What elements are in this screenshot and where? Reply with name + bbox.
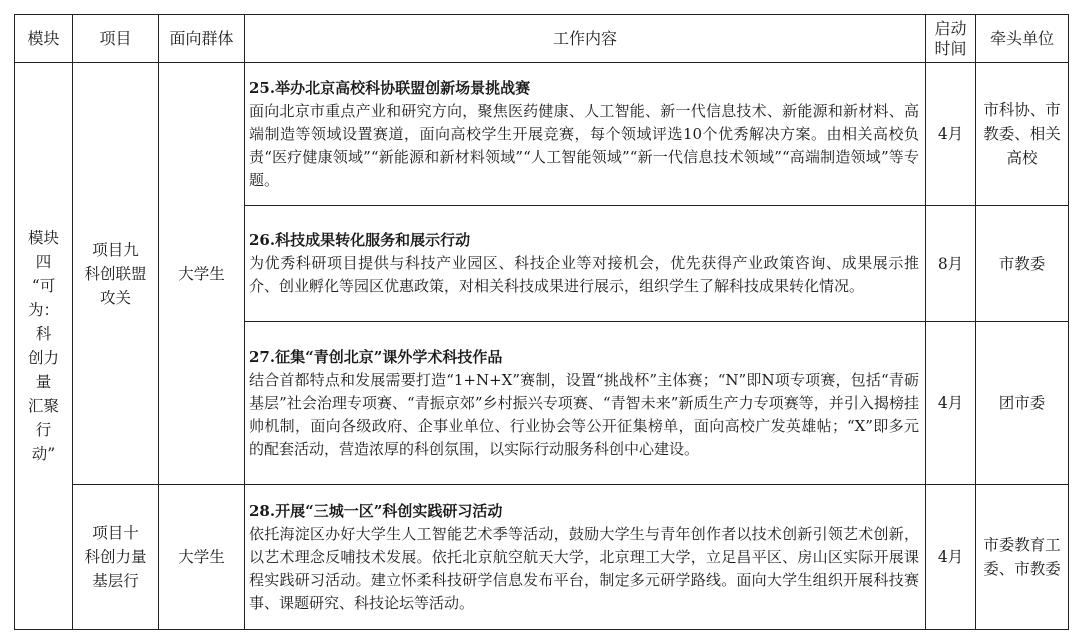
project-line: 项目十 bbox=[92, 524, 139, 542]
item-title: 28.开展“三城一区”科创实践研习活动 bbox=[249, 501, 503, 520]
item-body: 面向北京市重点产业和研究方向，聚焦医药健康、人工智能、新一代信息技术、新能源和新材料、高端制造等领域设置赛道，面向高校学生开展竞赛，每个领域评选10个优秀解决方案。由相关高校负责“医疗健康领域”“新能源和新材料领域”“人工智能领域”“新一代信息技术领域”“高端制造领域”等专题。 bbox=[249, 101, 919, 189]
audience-cell: 大学生 bbox=[159, 485, 245, 630]
lead-unit-cell bbox=[976, 206, 1069, 322]
lead-line: 教委、相关 bbox=[983, 125, 1061, 143]
project-line: 攻关 bbox=[99, 288, 131, 307]
project-cell bbox=[73, 63, 159, 485]
start-time-cell: 4月 bbox=[926, 322, 976, 485]
start-time-cell: 8月 bbox=[926, 206, 976, 322]
lead-line: 市教委 bbox=[998, 254, 1046, 273]
item-body: 为优秀科研项目提供与科技产业园区、科技企业等对接机会，优先获得产业政策咨询、成果展示推介、创业孵化等园区优惠政策，对相关科技成果进行展示，组织学生了解科技成果转化情况。 bbox=[249, 254, 919, 295]
item-title: 27.征集“青创北京”课外学术科技作品 bbox=[249, 347, 503, 366]
work-plan-table bbox=[14, 14, 1069, 630]
module-line: 动” bbox=[31, 445, 56, 463]
project-line: 项目九 bbox=[92, 240, 139, 259]
header-project: 项目 bbox=[73, 15, 159, 63]
module-cell bbox=[15, 63, 73, 630]
audience-cell: 大学生 bbox=[159, 63, 245, 485]
work-content-cell bbox=[245, 63, 926, 206]
lead-line: 市科协、市 bbox=[983, 101, 1061, 119]
header-audience: 面向群体 bbox=[159, 15, 245, 63]
lead-line: 高校 bbox=[1006, 149, 1038, 167]
project-line: 科创联盟 bbox=[84, 264, 147, 283]
module-line: “可 bbox=[31, 277, 56, 295]
lead-line: 市委教育工 bbox=[983, 536, 1061, 554]
work-content-cell bbox=[245, 206, 926, 322]
lead-unit-cell bbox=[976, 63, 1069, 206]
header-start-time bbox=[926, 15, 976, 63]
header-start-time-line: 时间 bbox=[934, 38, 967, 58]
start-time-cell: 4月 bbox=[926, 63, 976, 206]
project-line: 科创力量 bbox=[84, 548, 147, 566]
module-line: 为：科 bbox=[27, 301, 59, 343]
module-line: 创力量 bbox=[27, 349, 59, 391]
lead-unit-cell bbox=[976, 322, 1069, 485]
item-body: 结合首都特点和发展需要打造“1+N+X”赛制，设置“挑战杯”主体赛；“N”即N项专项赛，包括“青砺基层”社会治理专项赛、“青振京郊”乡村振兴专项赛、“青智未来”新质生产力专项赛等，并引入揭榜挂帅机制，面向各级政府、企事业单位、行业协会等公开征集榜单，面向高校广发英雄帖；“X”即多元的配套活动，营造浓厚的科创氛围，以实际行动服务科创中心建设。 bbox=[249, 370, 919, 458]
header-work-content: 工作内容 bbox=[245, 15, 926, 63]
project-line: 基层行 bbox=[92, 572, 139, 590]
table-row bbox=[15, 485, 1069, 630]
item-body: 依托海淀区办好大学生人工智能艺术季等活动，鼓励大学生与青年创作者以技术创新引领艺术创新，以艺术理念反哺技术发展。依托北京航空航天大学，北京理工大学，立足昌平区、房山区实际开展课程实践研习活动。建立怀柔科技研学信息发布平台，制定多元研学路线。面向大学生组织开展科技赛事、课题研究、科技论坛等活动。 bbox=[249, 524, 919, 612]
item-title: 25.举办北京高校科协联盟创新场景挑战赛 bbox=[249, 78, 531, 97]
item-title: 26.科技成果转化服务和展示行动 bbox=[249, 231, 471, 249]
lead-line: 委、市教委 bbox=[983, 560, 1061, 578]
module-line: 汇聚行 bbox=[27, 397, 59, 439]
lead-line: 团市委 bbox=[998, 394, 1046, 412]
lead-unit-cell bbox=[976, 485, 1069, 630]
project-cell bbox=[73, 485, 159, 630]
start-time-cell: 4月 bbox=[926, 485, 976, 630]
header-start-time-line: 启动 bbox=[934, 18, 967, 38]
work-content-cell bbox=[245, 485, 926, 630]
work-content-cell bbox=[245, 322, 926, 485]
module-line: 模块四 bbox=[27, 229, 59, 271]
header-module: 模块 bbox=[15, 15, 73, 63]
table-row bbox=[15, 63, 1069, 206]
header-lead-unit: 牵头单位 bbox=[976, 15, 1069, 63]
header-row bbox=[15, 15, 1069, 63]
